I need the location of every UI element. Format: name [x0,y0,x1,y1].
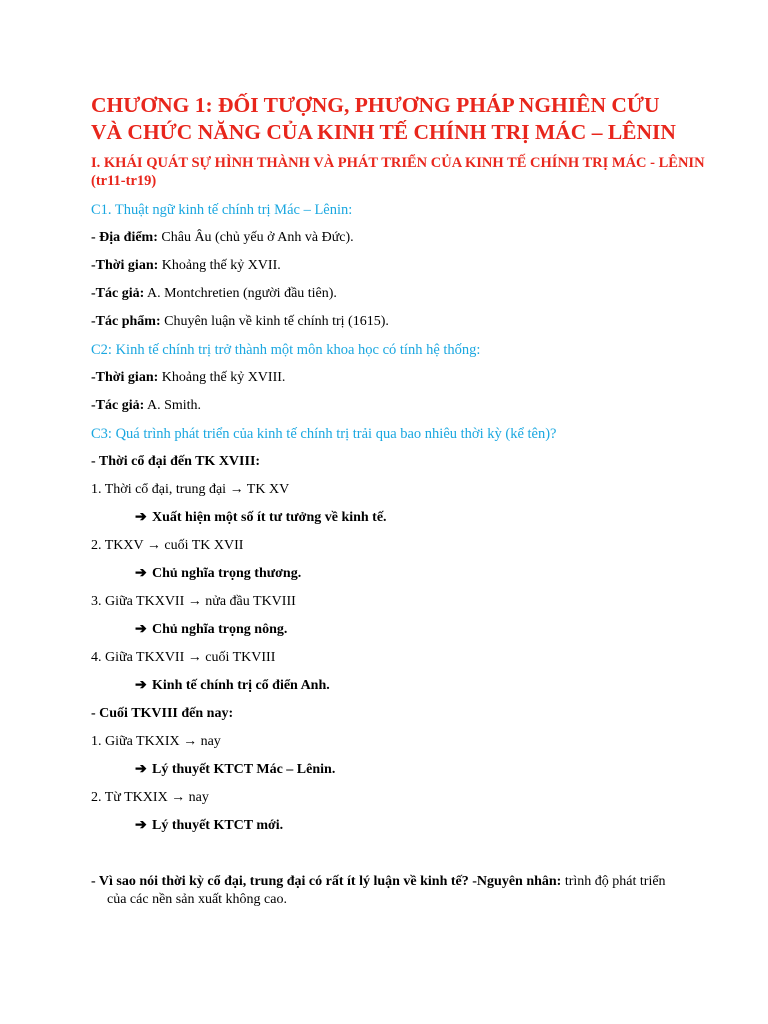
chapter-title: CHƯƠNG 1: ĐỐI TƯỢNG, PHƯƠNG PHÁP NGHIÊN CỨU VÀ CHỨC NĂNG CỦA KINH TẾ CHÍNH TRỊ MÁC – LÊNIN [91,93,676,144]
c3-item-2: 2. TKXV → cuối TK XVII [91,538,244,553]
c1-author-label: -Tác giả: [91,286,145,301]
c2-author-label: -Tác giả: [91,398,145,413]
arrow-right-icon: ➔ [135,818,147,833]
c3-result-2-text: Chủ nghĩa trọng thương. [152,566,302,581]
c3-result-3 [135,621,287,639]
c1-author-line [91,285,337,303]
c3-result-6 [135,817,283,835]
c2-time-line [91,369,285,387]
c2-author-value: A. Smith. [144,398,202,413]
c1-location-label: - Địa điểm: [91,230,158,245]
c1-work-line [91,313,389,331]
c3-result-6-text: Lý thuyết KTCT mới. [152,818,284,833]
c1-location-value: Châu Âu (chủ yếu ở Anh và Đức). [157,230,354,245]
c1-time-line [91,257,281,275]
c1-work-label: -Tác phẩm: [91,314,161,329]
c3-result-3-text: Chủ nghĩa trọng nông. [152,622,288,637]
c2-time-value: Khoảng thế kỷ XVIII. [158,370,286,385]
c1-work-value: Chuyên luận về kinh tế chính trị (1615). [160,314,389,329]
c1-time-value: Khoảng thế kỷ XVII. [158,258,281,273]
c3-result-5 [135,761,335,779]
c3-result-4-text: Kinh tế chính trị cổ điển Anh. [152,678,330,693]
why-answer-line1: trình độ phát triển [561,874,666,889]
c3-result-2 [135,565,301,583]
c3-item-1: 1. Thời cổ đại, trung đại → TK XV [91,482,290,497]
c3-item-4: 4. Giữa TKXVII → cuối TKVIII [91,650,276,665]
arrow-right-icon: ➔ [135,678,147,693]
c1-location-line [91,229,354,247]
why-question: - Vì sao nói thời kỳ cổ đại, trung đại có rất ít lý luận về kinh tế? -Nguyên nhân: [91,874,562,889]
c1-heading: C1. Thuật ngữ kinh tế chính trị Mác – Lênin: [91,202,353,218]
c2-author-line [91,397,201,415]
c1-author-value: A. Montchretien (người đầu tiên). [144,286,337,301]
c3-part1-heading: - Thời cổ đại đến TK XVIII: [91,454,261,469]
c3-result-5-text: Lý thuyết KTCT Mác – Lênin. [152,762,336,777]
c3-result-4 [135,677,330,695]
arrow-right-icon: ➔ [135,566,147,581]
c3-part2-heading: - Cuối TKVIII đến nay: [91,706,234,721]
c1-time-label: -Thời gian: [91,258,159,273]
why-paragraph [91,873,691,909]
arrow-right-icon: ➔ [135,510,147,525]
c2-heading: C2: Kinh tế chính trị trở thành một môn khoa học có tính hệ thống: [91,342,481,358]
c3-item-6: 2. Từ TKXIX → nay [91,790,209,805]
why-answer-line2: của các nền sản xuất không cao. [107,892,287,907]
c2-time-label: -Thời gian: [91,370,159,385]
section-heading: I. KHÁI QUÁT SỰ HÌNH THÀNH VÀ PHÁT TRIỂN CỦA KINH TẾ CHÍNH TRỊ MÁC - LÊNIN (tr11-tr19) [91,155,705,189]
c3-result-1 [135,509,387,527]
arrow-right-icon: ➔ [135,622,147,637]
c3-item-5: 1. Giữa TKXIX → nay [91,734,221,749]
c3-heading: C3: Quá trình phát triển của kinh tế chính trị trải qua bao nhiêu thời kỳ (kể tên)? [91,426,557,442]
c3-result-1-text: Xuất hiện một số ít tư tưởng về kinh tế. [152,510,387,525]
c3-item-3: 3. Giữa TKXVII → nửa đầu TKVIII [91,594,296,609]
arrow-right-icon: ➔ [135,762,147,777]
